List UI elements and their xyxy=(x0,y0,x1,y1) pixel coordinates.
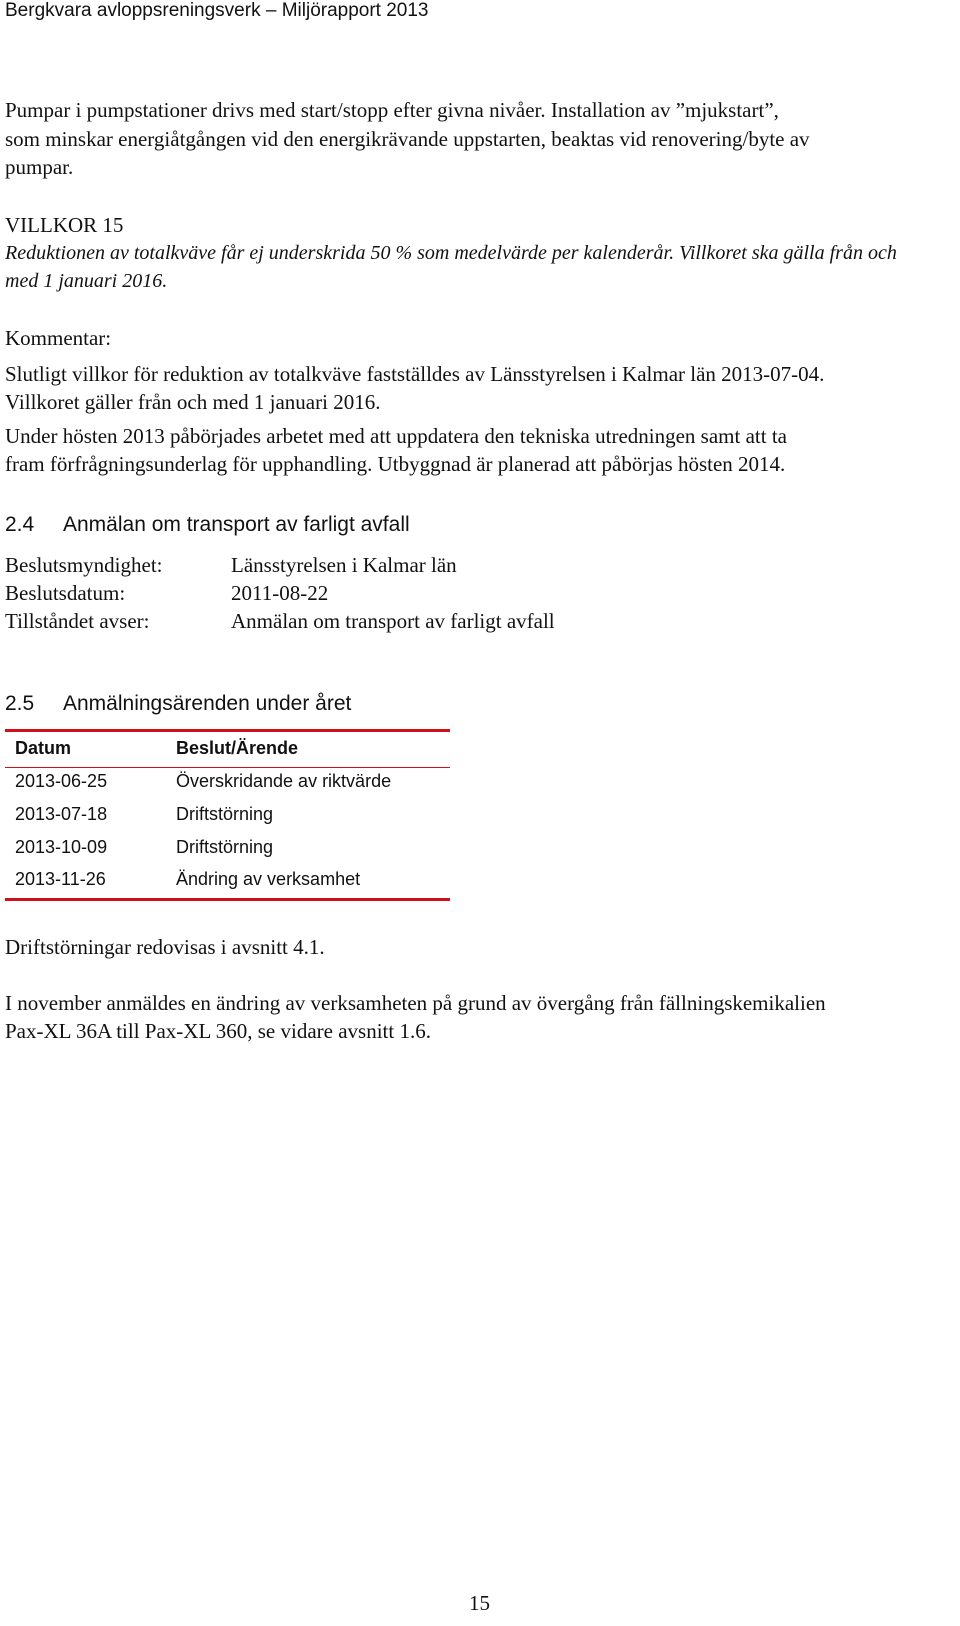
villkor-title: VILLKOR 15 xyxy=(5,213,124,237)
paragraph-line-1: I november anmäldes en ändring av verksamheten på grund av övergång från fällningskemikalien xyxy=(5,991,826,1015)
section-2-5-heading xyxy=(5,692,351,716)
section-2-4-heading xyxy=(5,513,410,537)
decision-value-scope: Anmälan om transport av farligt avfall xyxy=(231,609,555,633)
section-title: Anmälningsärenden under året xyxy=(63,692,352,715)
intro-line-3: pumpar. xyxy=(5,155,74,179)
decision-label-date: Beslutsdatum: xyxy=(5,581,126,605)
villkor-text-line-2: med 1 januari 2016. xyxy=(5,270,168,292)
kommentar-p2-line-1: Under hösten 2013 påbörjades arbetet med att uppdatera den tekniska utredningen samt att ta xyxy=(5,424,787,448)
page-number: 15 xyxy=(469,1591,490,1615)
kommentar-p1-line-2: Villkoret gäller från och med 1 januari 2016. xyxy=(5,390,381,414)
table-cell-decision: Ändring av verksamhet xyxy=(176,869,361,889)
table-cell-date: 2013-07-18 xyxy=(15,804,108,824)
decision-label-scope: Tillståndet avser: xyxy=(5,609,150,633)
decision-label-authority: Beslutsmyndighet: xyxy=(5,553,163,577)
section-number: 2.5 xyxy=(5,692,35,715)
paragraph-line-2: Pax-XL 36A till Pax-XL 360, se vidare avsnitt 1.6. xyxy=(5,1019,431,1043)
section-number: 2.4 xyxy=(5,513,35,536)
running-header: Bergkvara avloppsreningsverk – Miljörapport 2013 xyxy=(5,0,429,21)
table-header-rule xyxy=(5,767,450,768)
table-cell-decision: Överskridande av riktvärde xyxy=(176,771,392,791)
decision-value-date: 2011-08-22 xyxy=(231,581,329,605)
table-bottom-rule xyxy=(5,898,450,901)
table-cell-date: 2013-11-26 xyxy=(15,869,106,889)
decision-value-authority: Länsstyrelsen i Kalmar län xyxy=(231,553,457,577)
table-header-date: Datum xyxy=(15,738,72,758)
villkor-text-line-1: Reduktionen av totalkväve får ej underskrida 50 % som medelvärde per kalenderår. Villkoret ska gälla från och xyxy=(5,242,897,264)
intro-line-1: Pumpar i pumpstationer drivs med start/stopp efter givna nivåer. Installation av ”mjukstart”, xyxy=(5,98,779,122)
table-cell-decision: Driftstörning xyxy=(176,837,274,857)
note-text: Driftstörningar redovisas i avsnitt 4.1. xyxy=(5,935,325,959)
section-title: Anmälan om transport av farligt avfall xyxy=(63,513,410,536)
table-top-rule xyxy=(5,729,450,732)
kommentar-p1-line-1: Slutligt villkor för reduktion av totalkväve fastställdes av Länsstyrelsen i Kalmar län 2013-07-04. xyxy=(5,362,825,386)
intro-line-2: som minskar energiåtgången vid den energikrävande uppstarten, beaktas vid renovering/byte av xyxy=(5,127,810,151)
kommentar-label: Kommentar: xyxy=(5,326,112,350)
table-cell-date: 2013-06-25 xyxy=(15,771,108,791)
table-cell-date: 2013-10-09 xyxy=(15,837,108,857)
table-header-decision: Beslut/Ärende xyxy=(176,738,299,758)
kommentar-p2-line-2: fram förfrågningsunderlag för upphandling. Utbyggnad är planerad att påbörjas hösten 2014. xyxy=(5,452,786,476)
table-cell-decision: Driftstörning xyxy=(176,804,274,824)
